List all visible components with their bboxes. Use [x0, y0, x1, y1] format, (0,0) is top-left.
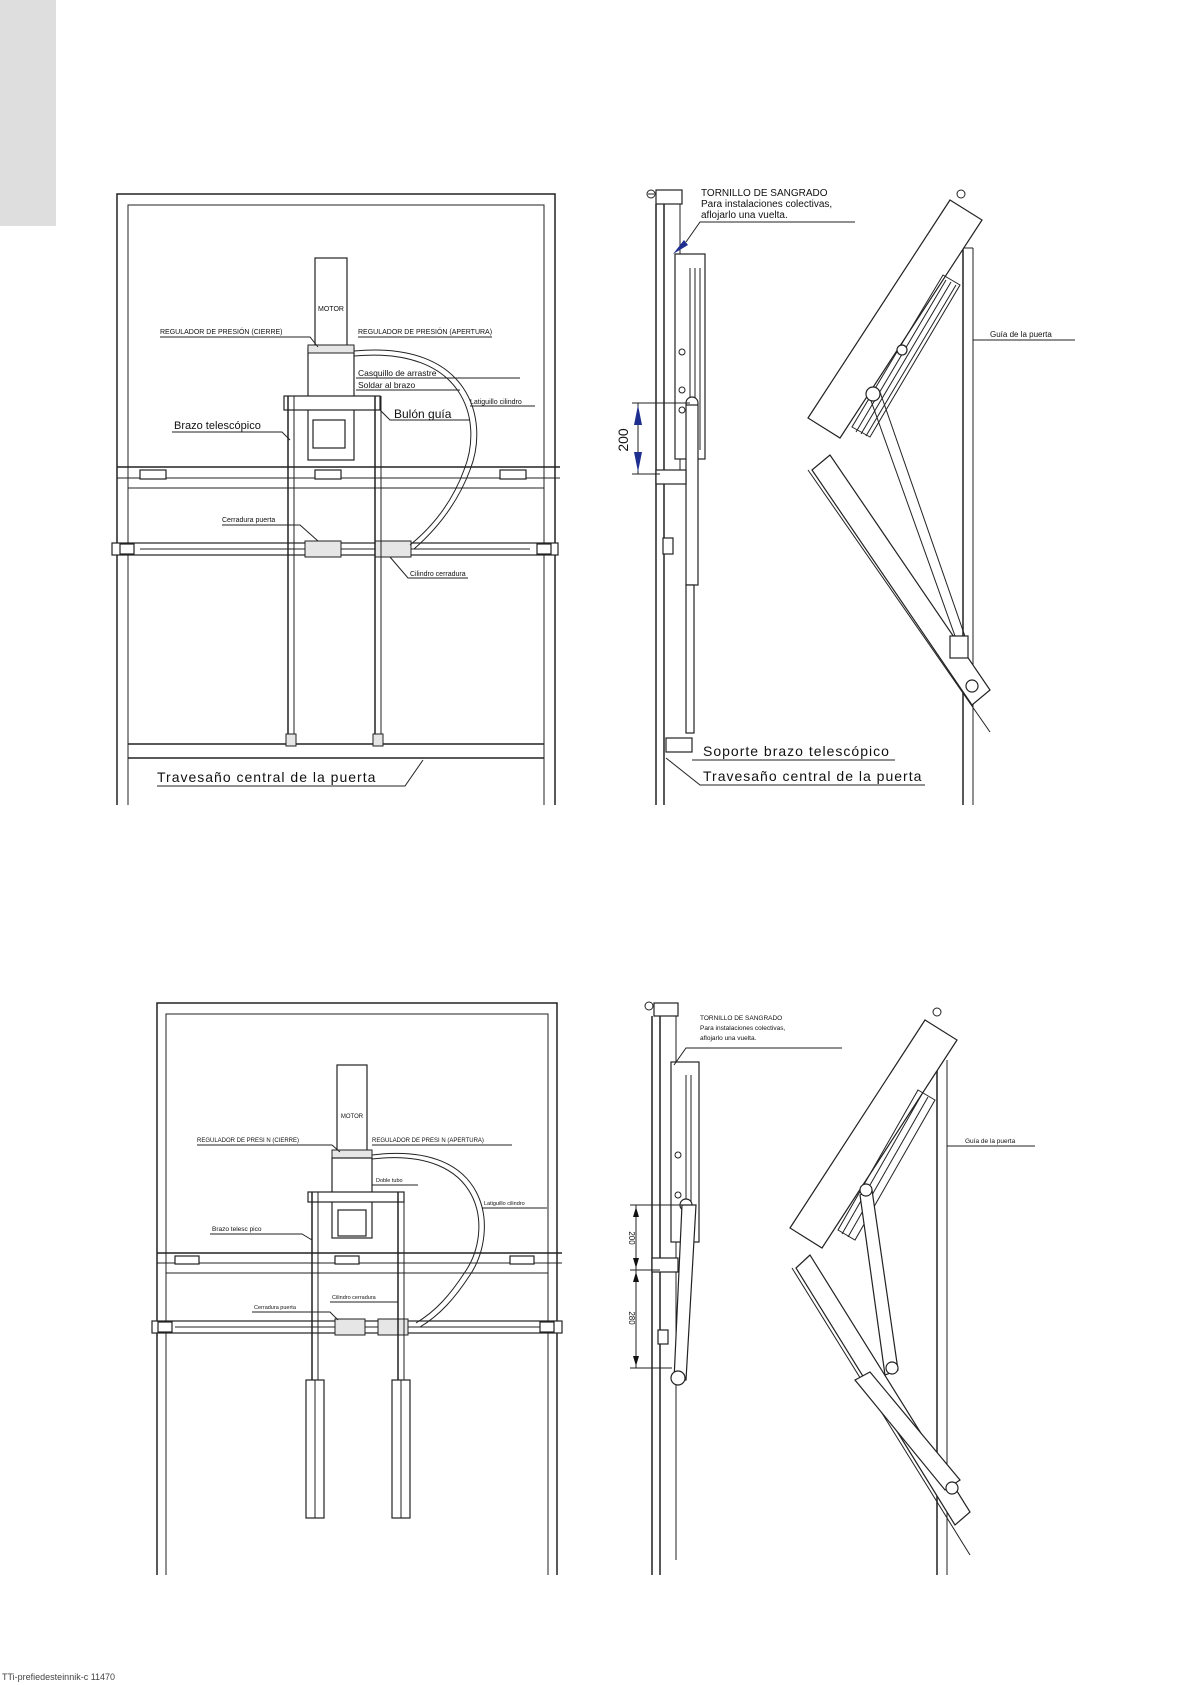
fig1-lock-cylinder: [375, 541, 411, 557]
fig2-label-brazo: Brazo telesc pico: [212, 1226, 262, 1233]
fig1-label-casquillo: Casquillo de arrastre: [358, 368, 437, 378]
fig2-label-tornillo-line3: aflojarlo una vuelta.: [700, 1035, 757, 1042]
fig1-lock-body: [305, 541, 341, 557]
fig1-label-latiguillo: Latiguillo cilindro: [470, 399, 522, 406]
fig2-label-reg-cierre: REGULADOR DE PRESI N (CIERRE): [197, 1138, 300, 1144]
figure1-side-view: [615, 188, 1075, 805]
fig2-label-cilindro: Cilindro cerradura: [332, 1295, 376, 1301]
fig1-label-cilindro: Cilindro cerradura: [410, 571, 466, 578]
fig1-dim-arrow-bottom: [634, 452, 642, 472]
fig1-label-soldar: Soldar al brazo: [358, 380, 416, 390]
fig1-arm-bracket: [284, 396, 380, 410]
fig1-leader-tornillo: [686, 222, 855, 242]
fig1-label-reg-apertura: REGULADOR DE PRESIÓN (APERTURA): [358, 329, 493, 336]
fig1-label-guia: Guía de la puerta: [990, 330, 1052, 339]
fig1-label-reg-cierre: REGULADOR DE PRESIÓN (CIERRE): [160, 329, 283, 336]
fig1-motor-label: MOTOR: [318, 306, 344, 313]
fig1-dim-label: 200: [615, 428, 631, 452]
fig1-side-arm: [686, 405, 698, 585]
fig1-label-cerradura: Cerradura puerta: [222, 517, 276, 524]
fig2-label-doble-tubo: Doble tubo: [376, 1178, 403, 1184]
fig1-regulators: [308, 345, 354, 353]
fig1-hinge-right: [500, 470, 526, 479]
fig1-cylinder-window: [313, 420, 345, 448]
footer-code: TTi-prefiedesteinnik-c 11470: [2, 1672, 116, 1682]
fig2-label-guia: Guía de la puerta: [965, 1138, 1016, 1145]
fig2-motor-body: [337, 1065, 367, 1155]
fig2-label-tornillo-line2: Para instalaciones colectivas,: [700, 1025, 786, 1032]
fig1-label-travesano: Travesaño central de la puerta: [157, 769, 377, 785]
fig2-label-tornillo-title: TORNILLO DE SANGRADO: [700, 1015, 783, 1022]
fig1-label-tornillo-title: TORNILLO DE SANGRADO: [701, 188, 828, 199]
fig1-motor-body: [315, 258, 347, 348]
fig1-label-tornillo-line2: Para instalaciones colectivas,: [701, 199, 833, 210]
figure2-front-view: [152, 1003, 562, 1575]
fig1-leader-cierre: [160, 337, 318, 347]
fig2-label-cerradura: Cerradura puerta: [254, 1305, 296, 1311]
fig1-side-support: [666, 738, 692, 752]
fig1-open-panel-upper: [808, 200, 982, 438]
fig2-label-reg-apertura: REGULADOR DE PRESI N (APERTURA): [372, 1138, 484, 1144]
fig1-label-tornillo-line3: aflojarlo una vuelta.: [701, 210, 788, 221]
fig2-dim-upper-label: 200: [627, 1231, 636, 1245]
figure2-side-view: [627, 1002, 1035, 1575]
fig2-label-latiguillo: Latiguillo cilindro: [484, 1201, 525, 1207]
fig1-label-soporte: Soporte brazo telescópico: [703, 743, 890, 759]
fig1-hinge-center: [315, 470, 341, 479]
fig2-dim-lower-label: 280: [627, 1311, 636, 1325]
fig1-label-brazo: Brazo telescópico: [174, 420, 261, 432]
fig1-side-top-cap: [656, 190, 682, 204]
fig1-label-bulon: Bulón guía: [394, 407, 452, 421]
fig1-hinge-left: [140, 470, 166, 479]
fig1-dim-arrow-top: [634, 405, 642, 425]
fig2-motor-label: MOTOR: [340, 1114, 364, 1120]
figure1-front-view: [112, 194, 560, 805]
fig1-label-side-travesano: Travesaño central de la puerta: [703, 768, 923, 784]
